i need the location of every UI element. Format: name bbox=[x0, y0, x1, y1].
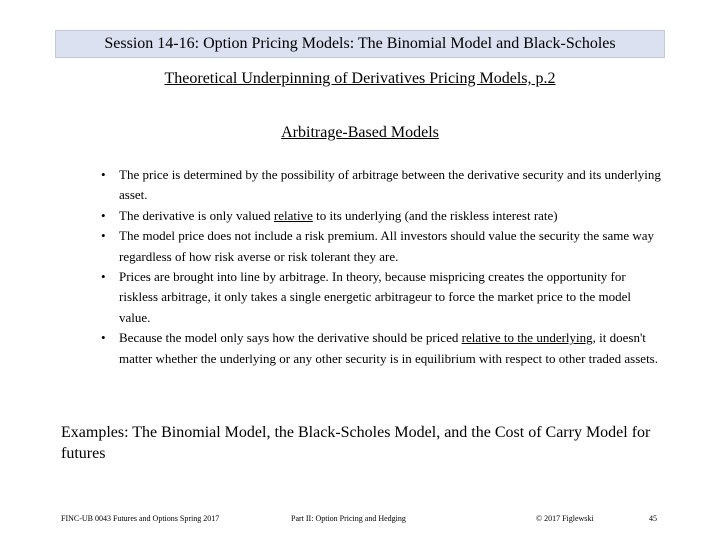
bullet-icon: • bbox=[101, 207, 106, 223]
slide-header bbox=[55, 30, 665, 58]
bullet-icon: • bbox=[101, 228, 106, 244]
bullet-item bbox=[101, 206, 661, 226]
slide-subtitle: Theoretical Underpinning of Derivatives Pricing Models, p.2 bbox=[164, 70, 556, 87]
bullet-underlined-text: relative to the underlying bbox=[461, 330, 593, 346]
bullet-icon: • bbox=[101, 167, 106, 182]
footer-course: FINC-UB 0043 Futures and Options Spring 2017 bbox=[61, 514, 220, 523]
bullet-item bbox=[101, 328, 661, 369]
bullet-icon: • bbox=[101, 330, 106, 346]
bullet-underlined-text: relative bbox=[273, 207, 313, 223]
bullet-item bbox=[101, 226, 661, 267]
section-title: Arbitrage-Based Models bbox=[281, 124, 439, 141]
header-title: Session 14-16: Option Pricing Models: The Binomial Model and Black-Scholes bbox=[104, 35, 616, 52]
footer-part: Part II: Option Pricing and Hedging bbox=[291, 514, 406, 523]
bullet-text-post: to its underlying (and the riskless interest rate) bbox=[312, 207, 558, 223]
footer-copyright: © 2017 Figlewski bbox=[536, 514, 594, 523]
bullet-item bbox=[101, 267, 661, 328]
bullet-icon: • bbox=[101, 269, 106, 285]
bullet-item bbox=[101, 165, 661, 206]
bullet-text-post: , it doesn't matter whether the underlying or any other security is in equilibrium with respect to other traded assets. bbox=[119, 330, 658, 366]
bullet-text: Prices are brought into line by arbitrage. In theory, because mispricing creates the opportunity for riskless arbitrage, it only takes a single energetic arbitrageur to force the market price to the model value. bbox=[119, 269, 631, 325]
bullet-text-pre: The derivative is only valued bbox=[119, 207, 274, 223]
examples-text: Examples: The Binomial Model, the Black-Scholes Model, and the Cost of Carry Model for futures bbox=[61, 424, 651, 462]
bullet-text: The model price does not include a risk premium. All investors should value the security the same way regardless of how risk averse or risk tolerant they are. bbox=[119, 228, 655, 264]
footer-page-number: 45 bbox=[649, 514, 657, 523]
bullet-list bbox=[101, 165, 661, 369]
bullet-text: The price is determined by the possibility of arbitrage between the derivative security and its underlying asset. bbox=[119, 167, 661, 203]
bullet-text-pre: Because the model only says how the derivative should be priced bbox=[119, 330, 462, 346]
